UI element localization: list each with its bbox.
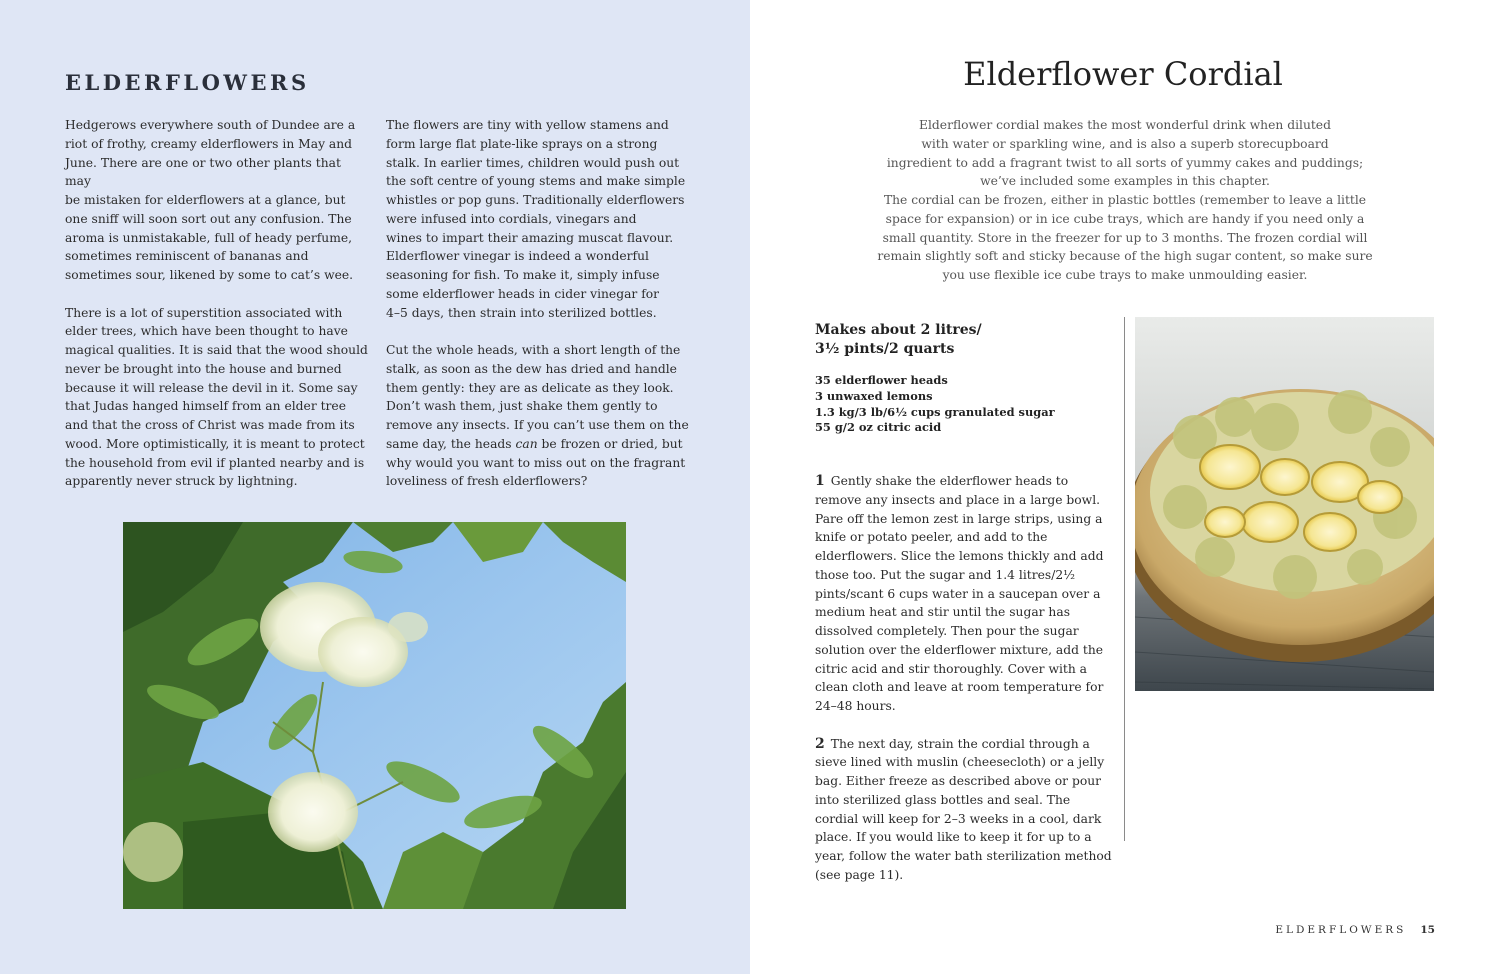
right-page xyxy=(750,0,1500,974)
cordial-bowl-photo xyxy=(1135,317,1434,691)
intro-line: Elderflower cordial makes the most wonderful drink when diluted xyxy=(919,118,1331,132)
intro-line: with water or sparkling wine, and is also a superb storecupboard xyxy=(921,136,1329,151)
method-step xyxy=(815,472,1115,716)
recipe-title xyxy=(750,55,1500,93)
step-number: 1 xyxy=(815,473,825,489)
paragraph: The flowers are tiny with yellow stamens and form large flat plate-like sprays on a strong stalk. In earlier times, children would push out the soft centre of young stems and make simple whistles or pop guns. Traditionally elderflowers were infused into cordials, vinegars and wines to impart their amazing muscat flavour. Elderflower vinegar is indeed a wonderful seasoning for fish. To make it, simply infuse some elderflower heads in cider vinegar for 4–5 days, then strain into sterilized bottles. xyxy=(386,118,686,320)
ingredient-item: 1.3 kg/3 lb/6½ cups granulated sugar xyxy=(815,404,1055,419)
elderflower-photo xyxy=(123,522,626,909)
method-steps xyxy=(815,472,1115,903)
intro-line: remain slightly soft and sticky because of the high sugar content, so make sure xyxy=(877,249,1373,264)
ingredient-item: 35 elderflower heads xyxy=(815,373,948,387)
running-head: ELDERFLOWERS xyxy=(1275,924,1407,936)
recipe-intro xyxy=(865,116,1385,285)
text-column-2 xyxy=(386,116,691,510)
paragraph: There is a lot of superstition associated with elder trees, which have been thought to have magical qualities. It is said that the wood should never be brought into the house and burned because it will release the devil in it. Some say that Judas hanged himself from an elder tree and that the cross of Christ was made from its wood. More optimistically, it is meant to protect the household from evil if planted nearby and is apparently never struck by lightning. xyxy=(65,305,368,489)
ingredient-list xyxy=(815,373,1115,436)
intro-line: small quantity. Store in the freezer for up to 3 months. The frozen cordial will xyxy=(882,230,1368,245)
paragraph-text: be frozen or dried, but why would you want to miss out on the fragrant loveliness of fresh elderflowers? xyxy=(386,436,686,489)
ingredient-item: 55 g/2 oz citric acid xyxy=(815,420,942,435)
paragraph: Hedgerows everywhere south of Dundee are a riot of frothy, creamy elderflowers in May and June. There are one or two other plants that may be mistaken for elderflowers at a glance, but one sniff will soon sort out any confusion. The aroma is unmistakable, full of heady perfume, sometimes reminiscent of bananas and sometimes sour, likened by some to cat’s wee. xyxy=(65,118,356,282)
paragraph-text: Cut the whole heads, with a short length of the stalk, as soon as the dew has dried and handle them gently: they are as delicate as they look. Don’t wash them, just shake them gently to remove any insects. If you can’t use them on the same day, the heads xyxy=(386,343,689,451)
intro-line: we’ve included some examples in this chapter. xyxy=(980,174,1270,189)
italic-word: can xyxy=(515,436,538,451)
column-divider xyxy=(1124,317,1125,841)
paragraph xyxy=(386,341,691,491)
step-text: Gently shake the elderflower heads to remove any insects and place in a large bowl. Pare off the lemon zest in large strips, using a knife or potato peeler, and add to the elderflowers. Slice the lemons thickly and add those too. Put the sugar and 1.4 litres/2½ pints/scant 6 cups water in a saucepan over a medium heat and stir until the sugar has dissolved completely. Then pour the sugar solution over the elderflower mixture, add the citric acid and stir thoroughly. Cover with a clean cloth and leave at room temperature for 24–48 hours. xyxy=(815,474,1104,713)
page-footer xyxy=(1275,924,1435,936)
intro-line: space for expansion) or in ice cube trays, which are handy if you need only a xyxy=(885,211,1365,226)
recipe-title-text: Elderflower Cordial xyxy=(963,55,1283,93)
text-column-1 xyxy=(65,116,370,510)
intro-line: The cordial can be frozen, either in plastic bottles (remember to leave a little xyxy=(883,193,1367,207)
recipe-yield: Makes about 2 litres/ 3½ pints/2 quarts xyxy=(815,322,982,357)
intro-line: ingredient to add a fragrant twist to all sorts of yummy cakes and puddings; xyxy=(886,155,1364,170)
page-number: 15 xyxy=(1420,924,1435,936)
step-number: 2 xyxy=(815,735,825,752)
step-text: The next day, strain the cordial through a sieve lined with muslin (cheesecloth) or a jelly bag. Either freeze as described above or pour into sterilized glass bottles and seal. The cordial will keep for 2–3 weeks in a cool, dark place. If you would like to keep it for up to a year, follow the water bath sterilization method (see page 11). xyxy=(815,736,1112,882)
method-step xyxy=(815,735,1115,885)
section-heading: ELDERFLOWERS xyxy=(65,70,310,95)
ingredient-item: 3 unwaxed lemons xyxy=(815,388,933,403)
intro-line: you use flexible ice cube trays to make unmoulding easier. xyxy=(942,268,1308,282)
